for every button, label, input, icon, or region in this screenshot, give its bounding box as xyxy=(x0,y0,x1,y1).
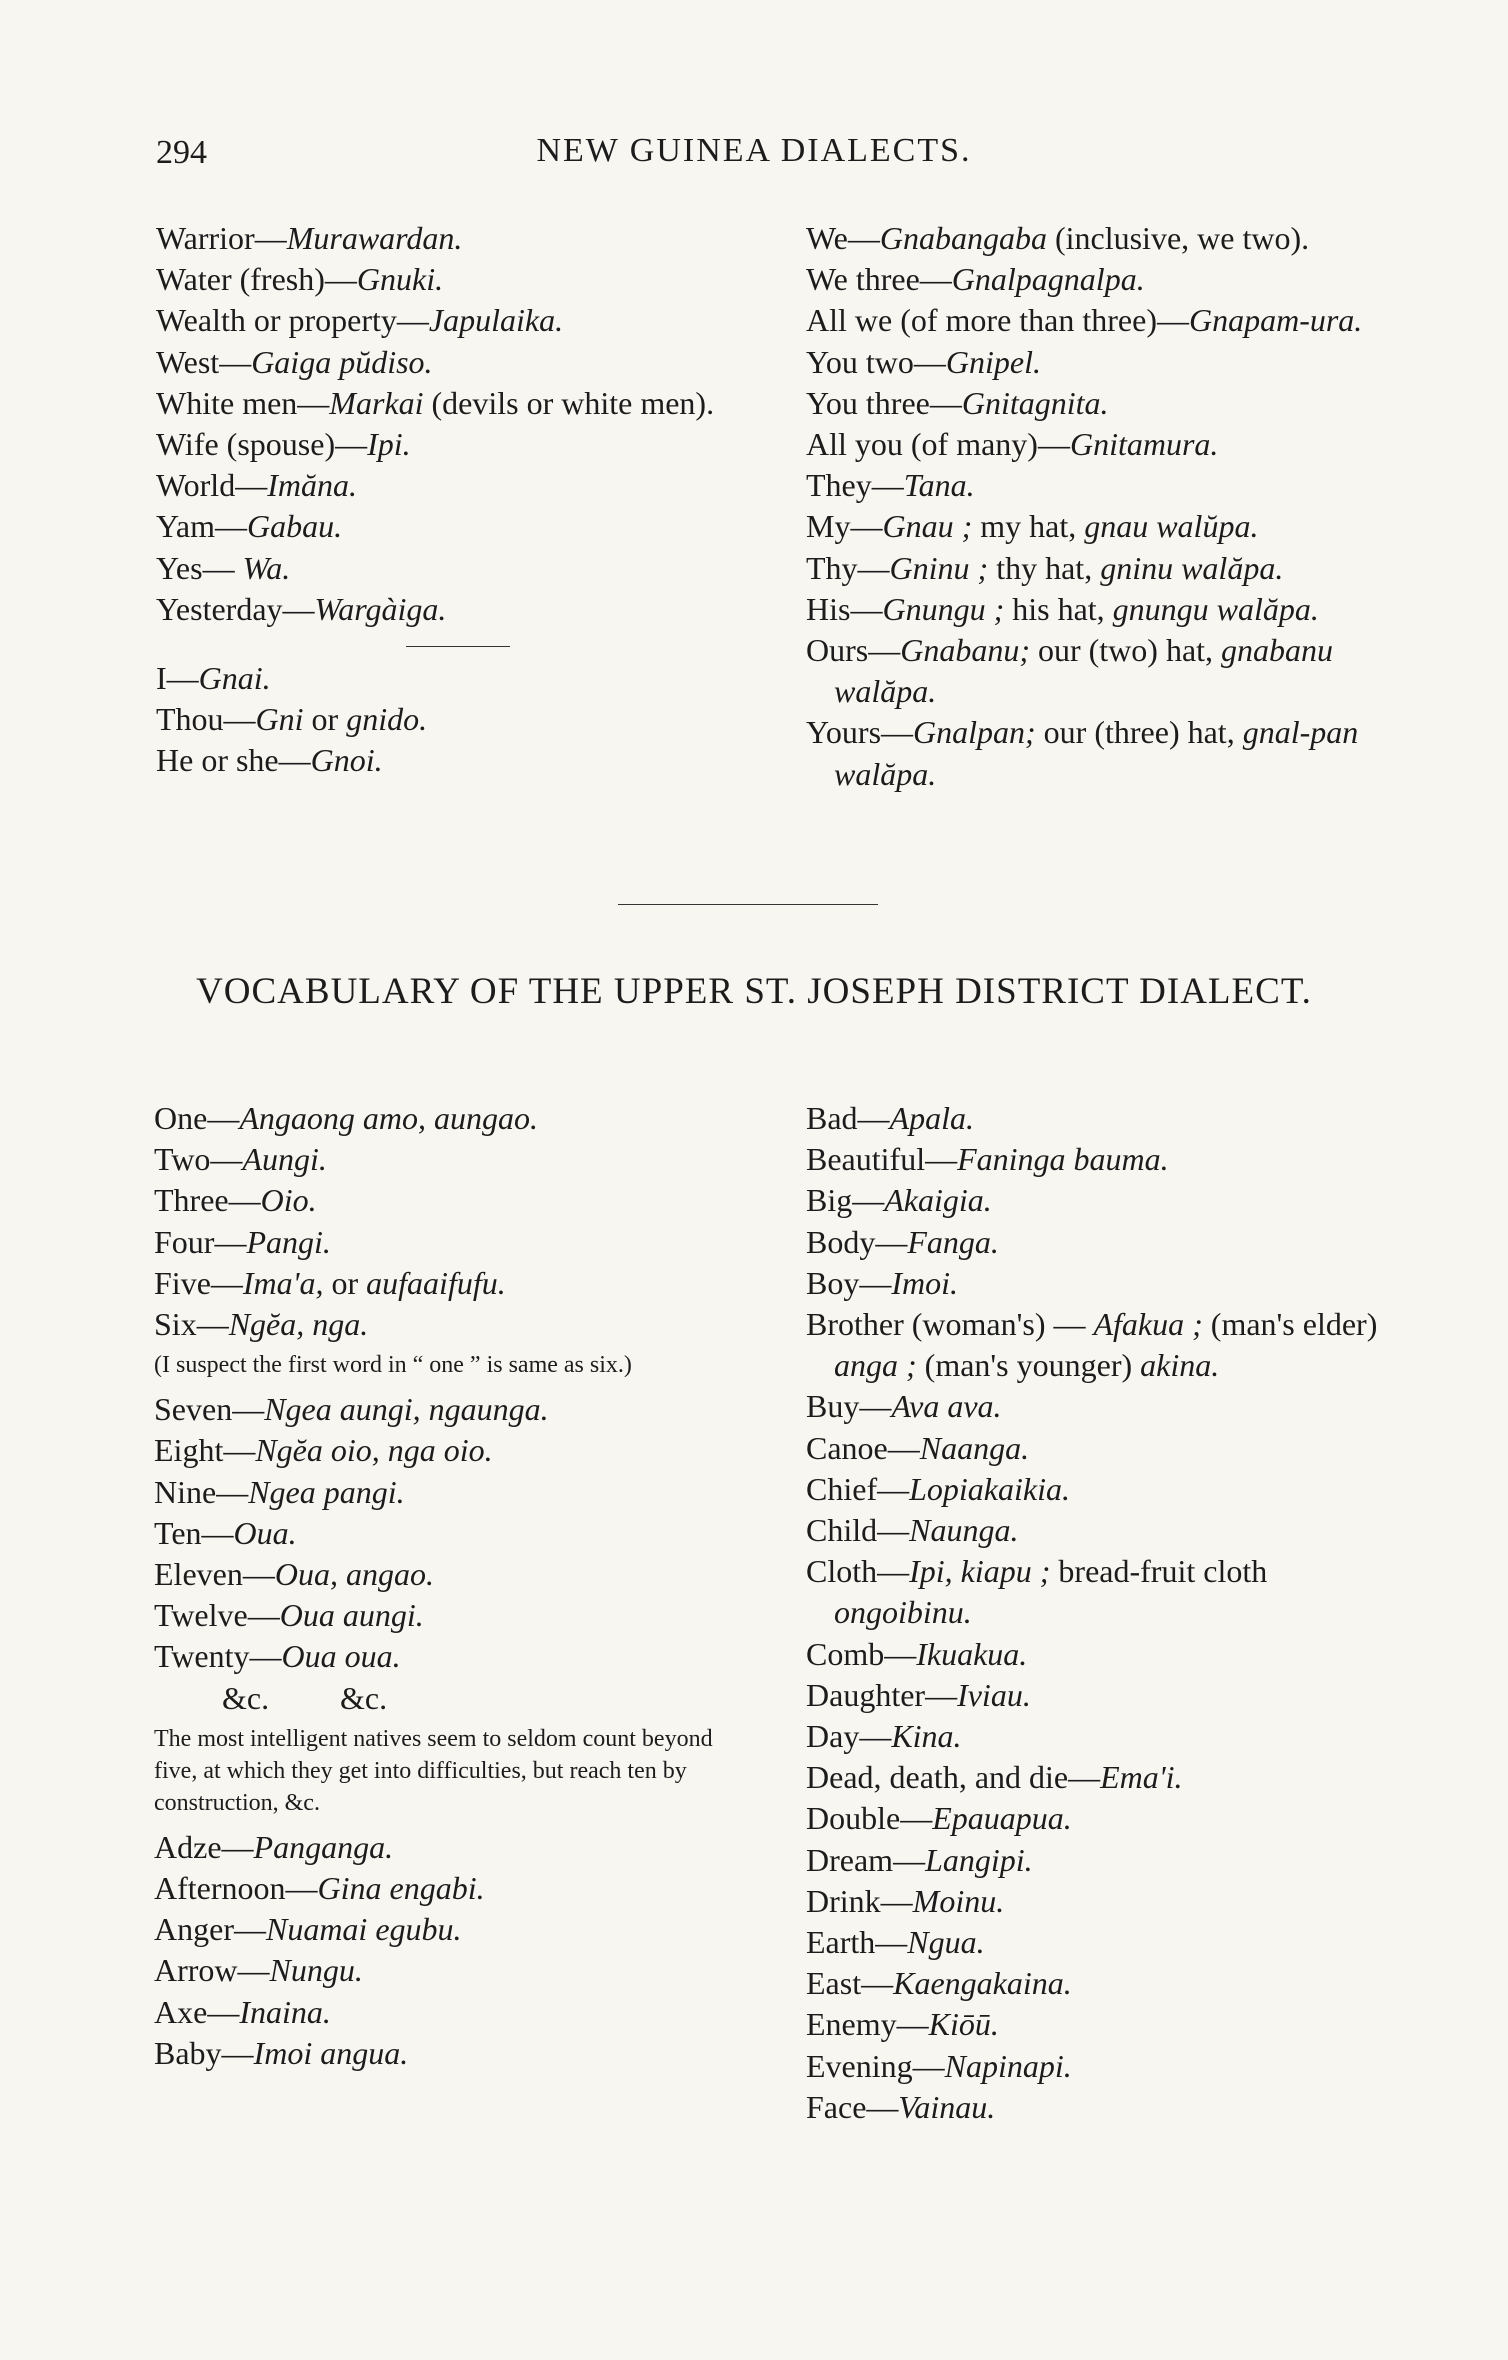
english-text: Axe— xyxy=(154,1993,240,2030)
vocab-entry xyxy=(154,1950,752,1991)
vocab-entry xyxy=(806,589,1410,630)
vocab-entry xyxy=(156,342,762,383)
english-text: All we (of more than three)— xyxy=(806,302,1189,339)
vocab-entry xyxy=(806,2046,1410,2087)
native-word: Faninga bauma. xyxy=(957,1141,1169,1178)
native-word: Kina. xyxy=(891,1718,962,1755)
english-text: His— xyxy=(806,590,883,627)
native-word: Naunga. xyxy=(909,1512,1019,1549)
english-text: Brother (woman's) — xyxy=(806,1306,1094,1343)
top-right-column xyxy=(806,218,1410,795)
english-text: our (three) hat, xyxy=(1035,714,1243,751)
english-text: Four— xyxy=(154,1223,247,1260)
english-text: my hat, xyxy=(972,508,1085,545)
english-text: Warrior— xyxy=(156,220,287,256)
vocab-entry xyxy=(154,1827,752,1868)
native-word: Oua, angao. xyxy=(274,1556,434,1593)
english-text: Comb— xyxy=(806,1635,917,1672)
native-word: Gabau. xyxy=(247,508,343,545)
english-text: (man's elder) xyxy=(1202,1306,1378,1343)
english-text: his hat, xyxy=(1004,590,1113,627)
vocab-entry xyxy=(806,1386,1410,1427)
english-text: We— xyxy=(806,220,880,256)
vocab-entry xyxy=(806,712,1410,794)
native-word: Langipi. xyxy=(925,1841,1033,1878)
native-word: aufaaifufu. xyxy=(366,1264,506,1301)
vocab-entry xyxy=(806,1551,1410,1633)
english-text: West— xyxy=(156,343,252,380)
vocab-entry xyxy=(806,1675,1410,1716)
english-text: (devils or white men). xyxy=(423,384,715,421)
english-text: Thy— xyxy=(806,549,890,586)
vocab-entry xyxy=(806,1469,1410,1510)
vocab-entry xyxy=(806,259,1410,300)
english-text: Bad— xyxy=(806,1100,890,1136)
vocab-entry xyxy=(806,383,1410,424)
native-word: akina. xyxy=(1140,1347,1220,1384)
english-text: Yes— xyxy=(156,549,243,586)
english-text: You two— xyxy=(806,343,946,380)
native-word: gnal-pan walăpa. xyxy=(834,714,1359,792)
native-word: Gnau ; xyxy=(882,508,973,545)
vocab-entry xyxy=(806,1098,1410,1139)
vocab-entry xyxy=(154,1139,752,1180)
vocab-entry xyxy=(154,1222,752,1263)
vocab-entry xyxy=(156,740,762,781)
vocab-entry xyxy=(156,424,762,465)
english-text: or xyxy=(303,701,347,738)
vocab-entry xyxy=(806,1180,1410,1221)
vocab-entry xyxy=(154,1909,752,1950)
english-text: We three— xyxy=(806,261,952,298)
english-text: (man's younger) xyxy=(916,1347,1141,1384)
native-word: Wargàiga. xyxy=(314,590,447,627)
english-text: Boy— xyxy=(806,1264,892,1301)
english-text: or xyxy=(323,1264,367,1301)
native-word: Gnitagnita. xyxy=(961,384,1109,421)
english-text: Drink— xyxy=(806,1882,913,1919)
vocab-entry xyxy=(806,342,1410,383)
native-word: Ngĕa oio, nga oio. xyxy=(255,1432,493,1469)
native-word: Gnungu ; xyxy=(882,590,1005,627)
vocab-entry xyxy=(154,1513,752,1554)
vocab-entry xyxy=(156,506,762,547)
native-word: Gnapam-ura. xyxy=(1188,302,1363,339)
english-text: Two— xyxy=(154,1141,243,1178)
native-word: Inaina. xyxy=(239,1993,331,2030)
english-text: Evening— xyxy=(806,2047,945,2084)
native-word: anga ; xyxy=(834,1347,917,1384)
english-text: Afternoon— xyxy=(154,1870,318,1907)
native-word: Ava ava. xyxy=(891,1388,1002,1425)
short-separator xyxy=(156,630,762,658)
vocab-entry xyxy=(806,300,1410,341)
vocab-entry xyxy=(806,465,1410,506)
english-text: One— xyxy=(154,1100,240,1136)
native-word: Imăna. xyxy=(267,467,357,504)
english-text: All you (of many)— xyxy=(806,426,1070,463)
native-word: Murawardan. xyxy=(286,220,463,256)
english-text: Twenty— xyxy=(154,1638,282,1675)
native-word: Gnoi. xyxy=(310,742,383,779)
native-word: Nuamai egubu. xyxy=(265,1911,462,1948)
vocab-entry xyxy=(154,1992,752,2033)
native-word: Tana. xyxy=(903,467,975,504)
native-word: Gina engabi. xyxy=(317,1870,485,1907)
native-word: Gnai. xyxy=(198,660,271,697)
native-word: Lopiakaikia. xyxy=(909,1470,1070,1507)
english-text: He or she— xyxy=(156,742,311,779)
vocab-entry xyxy=(154,1430,752,1471)
native-word: Gnabangaba xyxy=(879,220,1047,256)
vocab-entry xyxy=(154,1554,752,1595)
english-text: Earth— xyxy=(806,1924,908,1961)
english-text: They— xyxy=(806,467,904,504)
native-word: Gni xyxy=(255,701,304,738)
vocab-entry xyxy=(154,1595,752,1636)
english-text: Child— xyxy=(806,1512,910,1549)
english-text: Wealth or property— xyxy=(156,302,429,339)
english-text: Chief— xyxy=(806,1470,910,1507)
vocab-entry xyxy=(806,1716,1410,1757)
native-word: Moinu. xyxy=(912,1882,1005,1919)
vocab-entry xyxy=(806,1881,1410,1922)
vocab-entry xyxy=(806,1263,1410,1304)
vocab-entry xyxy=(806,1634,1410,1675)
native-word: gnungu walăpa. xyxy=(1112,590,1319,627)
native-word: Oua aungi. xyxy=(279,1597,424,1634)
vocab-entry xyxy=(154,1868,752,1909)
running-title: NEW GUINEA DIALECTS. xyxy=(536,132,972,169)
native-word: gninu walăpa. xyxy=(1100,549,1284,586)
english-text: Beautiful— xyxy=(806,1141,958,1178)
vocab-entry xyxy=(154,1180,752,1221)
english-text: Twelve— xyxy=(154,1597,280,1634)
native-word: Panganga. xyxy=(253,1828,394,1865)
native-word: Gnipel. xyxy=(945,343,1041,380)
vocab-entry xyxy=(806,1139,1410,1180)
native-word: Kaengakaina. xyxy=(893,1965,1072,2002)
vocab-entry xyxy=(154,1263,752,1304)
native-word: Ima'a, xyxy=(242,1264,324,1301)
native-word: Imoi angua. xyxy=(253,2034,409,2071)
native-word: Ema'i. xyxy=(1100,1759,1183,1796)
vocab-entry xyxy=(806,506,1410,547)
english-text: Yours— xyxy=(806,714,914,751)
vocab-entry xyxy=(154,1636,752,1677)
vocab-entry xyxy=(806,1840,1410,1881)
vocab-entry xyxy=(806,2087,1410,2128)
english-text: Nine— xyxy=(154,1473,249,1510)
vocab-entry xyxy=(806,548,1410,589)
english-text: Big— xyxy=(806,1182,885,1219)
native-word: Akaigia. xyxy=(884,1182,992,1219)
native-word: Ngĕa, nga. xyxy=(228,1306,369,1343)
section-divider xyxy=(618,904,878,905)
section-title: VOCABULARY OF THE UPPER ST. JOSEPH DISTRICT DIALECT. xyxy=(196,971,1312,1012)
native-word: Gaiga pŭdiso. xyxy=(251,343,433,380)
english-text: thy hat, xyxy=(988,549,1101,586)
english-text: Day— xyxy=(806,1718,892,1755)
vocab-entry xyxy=(154,1389,752,1430)
etc-line: &c. &c. xyxy=(222,1679,388,1716)
bottom-left-column xyxy=(154,1098,752,2074)
native-word: Oua. xyxy=(233,1514,297,1551)
native-word: ongoibinu. xyxy=(834,1594,972,1631)
english-text: Yesterday— xyxy=(156,590,315,627)
native-word: Gnitamura. xyxy=(1069,426,1219,463)
vocab-entry xyxy=(806,1922,1410,1963)
english-text: Anger— xyxy=(154,1911,266,1948)
native-word: Apala. xyxy=(889,1100,974,1136)
english-text: Body— xyxy=(806,1223,908,1260)
vocab-entry xyxy=(156,699,762,740)
native-word: Wa. xyxy=(242,549,291,586)
bottom-right-column xyxy=(806,1098,1410,2128)
english-text: Enemy— xyxy=(806,2006,929,2043)
native-word: Fanga. xyxy=(907,1223,999,1260)
vocab-entry xyxy=(154,1304,752,1345)
page-number: 294 xyxy=(156,134,207,171)
native-word: Gnalpan; xyxy=(913,714,1036,751)
vocab-entry xyxy=(806,1428,1410,1469)
vocab-entry xyxy=(806,1222,1410,1263)
native-word: gnabanu walăpa. xyxy=(834,632,1334,710)
vocab-entry xyxy=(154,2033,752,2074)
native-word: Iviau. xyxy=(957,1676,1031,1713)
english-text: Three— xyxy=(154,1182,261,1219)
english-text: East— xyxy=(806,1965,894,2002)
english-text: Thou— xyxy=(156,701,256,738)
english-text: Ours— xyxy=(806,632,901,669)
vocab-entry xyxy=(156,218,762,259)
vocab-entry xyxy=(156,658,762,699)
native-word: gnau walŭpa. xyxy=(1084,508,1259,545)
english-text: Arrow— xyxy=(154,1952,270,1989)
vocab-entry xyxy=(156,383,762,424)
vocab-entry xyxy=(156,589,762,630)
native-word: Napinapi. xyxy=(944,2047,1072,2084)
english-text: our (two) hat, xyxy=(1029,632,1222,669)
english-text: Buy— xyxy=(806,1388,892,1425)
english-text: Eleven— xyxy=(154,1556,275,1593)
native-word: Japulaika. xyxy=(428,302,564,339)
english-text: World— xyxy=(156,467,268,504)
english-text: Wife (spouse)— xyxy=(156,426,368,463)
native-word: Gnalpagnalpa. xyxy=(951,261,1145,298)
vocab-entry xyxy=(806,424,1410,465)
english-text: Dead, death, and die— xyxy=(806,1759,1101,1796)
note-one: (I suspect the first word in “ one ” is same as six.) xyxy=(154,1352,632,1379)
native-word: Angaong amo, aungao. xyxy=(239,1100,538,1136)
native-word: Vainau. xyxy=(898,2088,996,2125)
english-text: Baby— xyxy=(154,2034,254,2071)
english-text: Cloth— xyxy=(806,1553,910,1590)
top-left-column xyxy=(156,218,762,782)
english-text: Five— xyxy=(154,1264,243,1301)
native-word: Ngea aungi, ngaunga. xyxy=(264,1391,549,1428)
vocab-entry xyxy=(156,548,762,589)
native-word: Markai xyxy=(329,384,424,421)
english-text: Face— xyxy=(806,2088,899,2125)
vocab-entry xyxy=(806,630,1410,712)
native-word: Afakua ; xyxy=(1093,1306,1203,1343)
native-word: Ikuakua. xyxy=(916,1635,1028,1672)
english-text: I— xyxy=(156,660,199,697)
native-word: Epauapua. xyxy=(932,1800,1072,1837)
native-word: Oua oua. xyxy=(281,1638,401,1675)
native-word: Ngua. xyxy=(907,1924,985,1961)
native-word: Gnuki. xyxy=(356,261,444,298)
note-two: The most intelligent natives seem to seldom count beyond five, at which they get into difficulties, but reach ten by construction, &c. xyxy=(154,1725,713,1816)
english-text: Yam— xyxy=(156,508,247,545)
vocab-entry xyxy=(806,1304,1410,1386)
native-word: gnido. xyxy=(346,701,428,738)
vocab-entry xyxy=(156,300,762,341)
english-text: Canoe— xyxy=(806,1429,920,1466)
vocab-entry xyxy=(806,1798,1410,1839)
vocab-entry xyxy=(156,465,762,506)
native-word: Gninu ; xyxy=(889,549,989,586)
vocab-entry xyxy=(806,218,1410,259)
native-word: Aungi. xyxy=(242,1141,327,1178)
english-text: White men— xyxy=(156,384,330,421)
english-text: Six— xyxy=(154,1306,229,1343)
vocab-entry xyxy=(806,2004,1410,2045)
native-word: Ngea pangi. xyxy=(248,1473,405,1510)
vocab-entry xyxy=(154,1098,752,1139)
native-word: Kiōū. xyxy=(928,2006,999,2043)
english-text: Adze— xyxy=(154,1828,254,1865)
vocab-entry xyxy=(156,259,762,300)
english-text: bread-fruit cloth xyxy=(1050,1553,1268,1590)
native-word: Gnabanu; xyxy=(900,632,1030,669)
native-word: Ipi. xyxy=(367,426,411,463)
english-text: Double— xyxy=(806,1800,933,1837)
vocab-entry xyxy=(154,1472,752,1513)
vocab-entry xyxy=(806,1510,1410,1551)
english-text: Ten— xyxy=(154,1514,234,1551)
native-word: Imoi. xyxy=(891,1264,958,1301)
native-word: Pangi. xyxy=(246,1223,331,1260)
english-text: My— xyxy=(806,508,883,545)
english-text: Daughter— xyxy=(806,1676,958,1713)
native-word: Nungu. xyxy=(269,1952,363,1989)
english-text: Dream— xyxy=(806,1841,926,1878)
english-text: Eight— xyxy=(154,1432,256,1469)
native-word: Naanga. xyxy=(919,1429,1030,1466)
vocab-entry xyxy=(806,1757,1410,1798)
english-text: (inclusive, we two). xyxy=(1046,220,1310,256)
native-word: Oio. xyxy=(260,1182,317,1219)
english-text: Seven— xyxy=(154,1391,265,1428)
english-text: You three— xyxy=(806,384,962,421)
native-word: Ipi, kiapu ; xyxy=(909,1553,1051,1590)
english-text: Water (fresh)— xyxy=(156,261,357,298)
vocab-entry xyxy=(806,1963,1410,2004)
